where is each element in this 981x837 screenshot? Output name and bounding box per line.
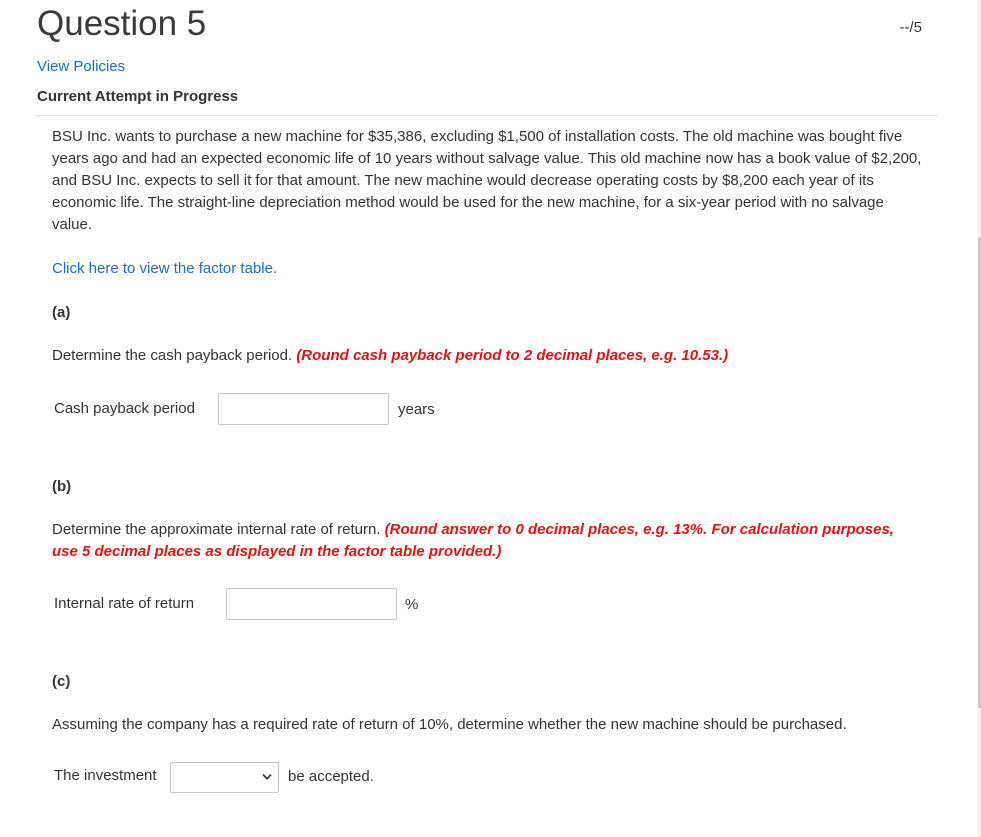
question-title: Question 5 bbox=[37, 4, 207, 43]
part-b-label: (b) bbox=[52, 478, 72, 495]
irr-unit: % bbox=[405, 596, 419, 613]
header-divider bbox=[37, 115, 938, 116]
question-score: --/5 bbox=[899, 19, 922, 36]
part-a-label: (a) bbox=[52, 304, 71, 321]
investment-select[interactable] bbox=[170, 762, 279, 793]
part-b-prompt bbox=[52, 519, 922, 563]
irr-input[interactable] bbox=[226, 588, 397, 620]
part-a-question: Determine the cash payback period. bbox=[52, 347, 293, 364]
part-b-question: Determine the approximate internal rate of return. bbox=[52, 521, 381, 538]
view-policies-link[interactable]: View Policies bbox=[37, 58, 126, 75]
investment-label: The investment bbox=[54, 767, 157, 784]
part-a-instruction: (Round cash payback period to 2 decimal places, e.g. 10.53.) bbox=[296, 347, 729, 364]
cash-payback-input[interactable] bbox=[218, 393, 389, 425]
irr-label: Internal rate of return bbox=[54, 595, 195, 612]
part-b-instruction: (Round answer to 0 decimal places, e.g. 13%. For calculation purposes, use 5 decimal places as displayed in the factor table provided.) bbox=[52, 521, 894, 560]
cash-payback-unit: years bbox=[398, 401, 435, 418]
chevron-down-icon bbox=[262, 772, 272, 782]
factor-table-link[interactable]: Click here to view the factor table. bbox=[52, 260, 278, 277]
problem-statement: BSU Inc. wants to purchase a new machine for $35,386, excluding $1,500 of installation costs. The old machine was bought five years ago and had an expected economic life of 10 years without salvage value. This old machine now has a book value of $2,200, and BSU Inc. expects to sell it for that amount. The new machine would decrease operating costs by $8,200 each year of its economic life. The straight-line depreciation method would be used for the new machine, for a six-year period with no salvage value. bbox=[52, 128, 922, 233]
investment-suffix: be accepted. bbox=[288, 768, 374, 785]
part-a-prompt bbox=[52, 345, 922, 367]
part-c-label: (c) bbox=[52, 673, 71, 690]
attempt-status: Current Attempt in Progress bbox=[37, 88, 239, 105]
part-c-prompt: Assuming the company has a required rate of return of 10%, determine whether the new machine should be purchased. bbox=[52, 716, 847, 733]
cash-payback-label: Cash payback period bbox=[54, 400, 195, 417]
